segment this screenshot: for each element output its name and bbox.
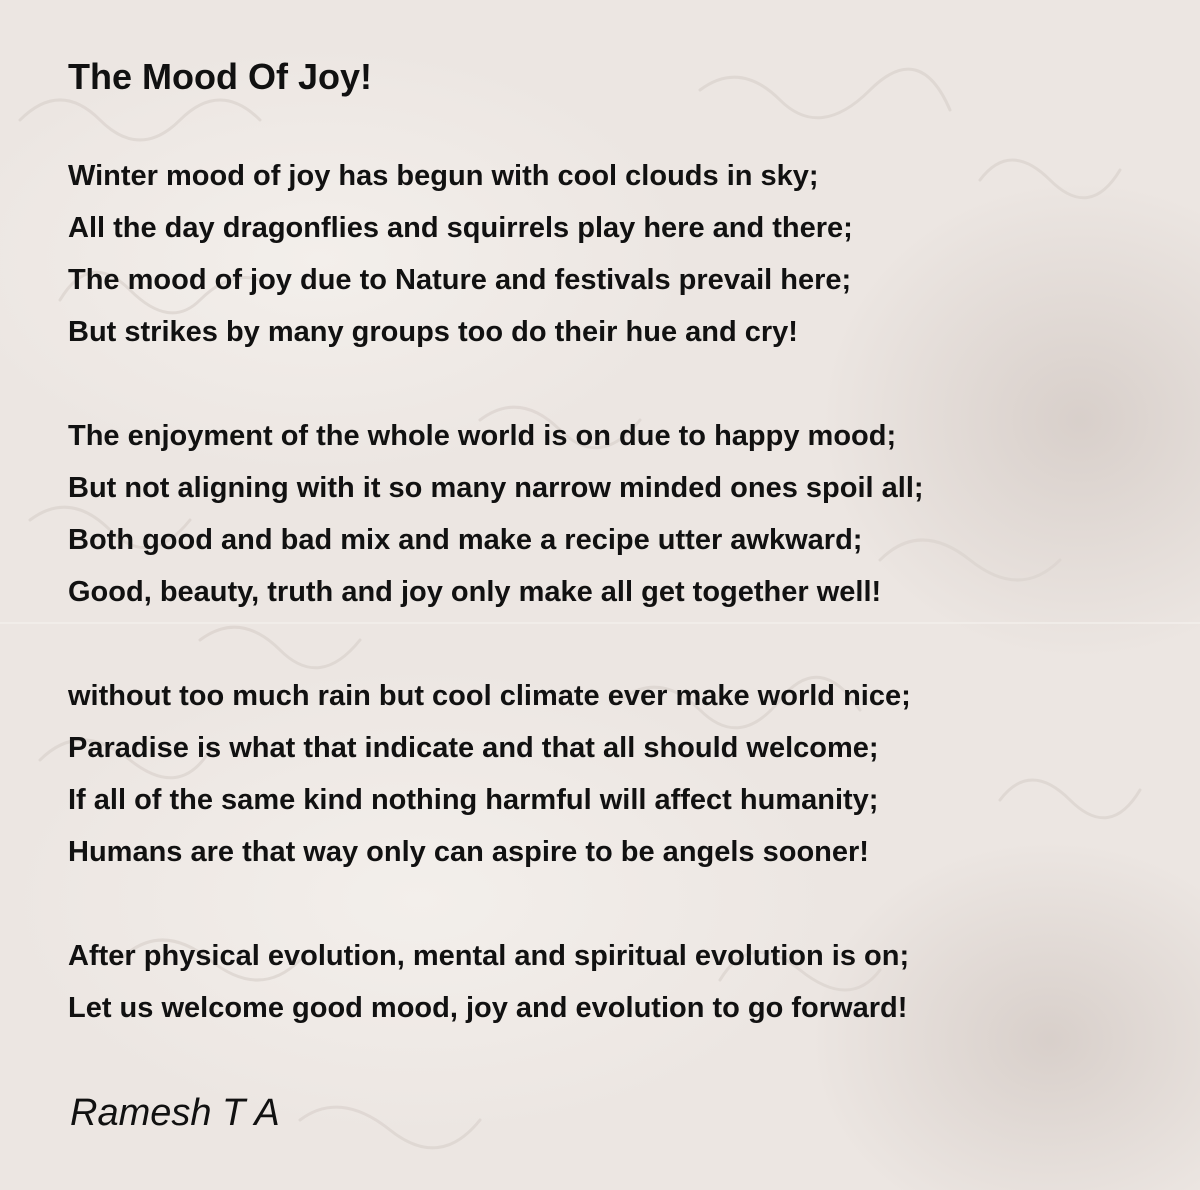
poem-line: Both good and bad mix and make a recipe utter awkward; bbox=[68, 524, 863, 556]
poem-line: Good, beauty, truth and joy only make all get together well! bbox=[68, 576, 882, 608]
poem-line: But strikes by many groups too do their hue and cry! bbox=[68, 316, 798, 348]
stanza bbox=[68, 670, 1168, 878]
poem-line: After physical evolution, mental and spiritual evolution is on; bbox=[68, 940, 910, 972]
poem-line: Humans are that way only can aspire to be angels sooner! bbox=[68, 836, 869, 868]
poem-line: The enjoyment of the whole world is on due to happy mood; bbox=[68, 420, 897, 452]
poem-line: Paradise is what that indicate and that all should welcome; bbox=[68, 732, 879, 764]
poem-line: without too much rain but cool climate ever make world nice; bbox=[68, 680, 911, 712]
poem-line: But not aligning with it so many narrow minded ones spoil all; bbox=[68, 472, 924, 504]
poem-body bbox=[68, 150, 1168, 1086]
poem-line: Let us welcome good mood, joy and evolution to go forward! bbox=[68, 992, 908, 1024]
stanza bbox=[68, 930, 1168, 1034]
poem-title: The Mood Of Joy! bbox=[68, 56, 372, 97]
poem-line: The mood of joy due to Nature and festivals prevail here; bbox=[68, 264, 852, 296]
poem-line: All the day dragonflies and squirrels play here and there; bbox=[68, 212, 853, 244]
stanza bbox=[68, 410, 1168, 618]
poem-line: Winter mood of joy has begun with cool clouds in sky; bbox=[68, 160, 819, 192]
stanza bbox=[68, 150, 1168, 358]
poem-author: Ramesh T A bbox=[70, 1092, 280, 1134]
poem-line: If all of the same kind nothing harmful will affect humanity; bbox=[68, 784, 879, 816]
